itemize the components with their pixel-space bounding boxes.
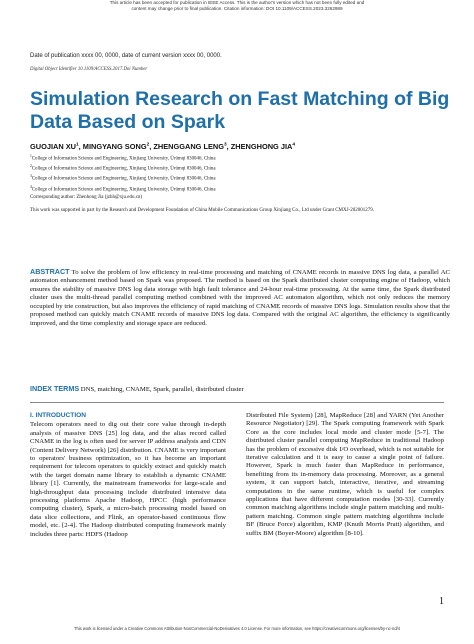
abstract-text: To solve the problem of low efficiency in real-time processing and matching of CNAME records in massive DNS log data, a parallel AC automaton enhancement method based on Spark was proposed. The method is based on the Spark distributed cluster computing engine of Hadoop, which ensures the stability of massive DNS log data storage with high fault tolerance and 24-hour real-time processing. At the same time, the Spark distributed cluster uses the multi-thread parallel computing method combined with the improved AC automaton algorithm, which not only reduces the memory occupied by trie construction, but also improves the efficiency of rapid matching of CNAME records of massive DNS logs. Simulation results show that the proposed method can quickly match CNAME records of massive DNS log data. Compared with the original AC algorithm, the efficiency is significantly improved, and the time complexity and storage space are reduced. (30, 269, 450, 327)
index-terms-text: DNS, matching, CNAME, Spark, parallel, distributed cluster (80, 386, 244, 393)
affiliation: $^1$College of Information Science and Engineering, Xinjiang University, Ürümqi 830046, China (30, 154, 216, 162)
author-sup: 2 (146, 142, 150, 148)
author-sup: 4 (292, 142, 296, 148)
funding-statement: This work was supported in part by the Research and Development Foundation of China Mobile Communications Group Xinjiang Co., Ltd under Grant CMXJ-202001279. (30, 208, 374, 213)
author-sup: 1 (76, 142, 79, 148)
intro-paragraph-left: Telecom operators need to dig out their core value through in-depth analysis of massive DNS [25] log data, and the alias record called CNAME in the log is often used for server IP address analysis and CDN (Content Delivery Network) [26] distribution. CNAME is very important to operators' business optimization, so it has become an important requirement for telecom operators to quickly extract and quickly match with the target domain name library to establish a dynamic CNAME library [1]. Currently, the mainstream frameworks for large-scale and high-throughput data processing include distributed intensive data processing platforms Apache Hadoop, HPCC (high performance computing cluster), Spark, a micro-batch processing model based on data slice collections, and Flink, an operator-based continuous flow model, etc. [2-4]. The Hadoop distributed computing framework mainly includes three parts: HDFS (Hadoop (30, 421, 226, 538)
abstract-heading: ABSTRACT (30, 267, 70, 276)
author-name: ZHENGGANG LENG (153, 142, 224, 151)
paper-title: Simulation Research on Fast Matching of Big Data Based on Spark (30, 88, 450, 133)
affiliation: $^3$College of Information Science and Engineering, Xinjiang University, Ürümqi 830046, China (30, 174, 216, 183)
abstract (30, 268, 450, 328)
license-footer: This work is licensed under a Creative Commons Attribution-NonCommercial-NoDerivatives 4.0 License. For more information, see https://creativecommons.org/licenses/by-nc-nd/4 (73, 626, 401, 631)
left-column (30, 412, 226, 539)
affiliation: $^4$College of Information Science and Engineering, Xinjiang University, Ürümqi 830046, China (30, 184, 216, 193)
affiliations (30, 153, 450, 194)
author-list: GUOJIAN $XU^1$, MINGYANG SONG$^2$, ZHENGGANG LENG$^3$, ZHENGHONG JIA$^4$ (30, 142, 296, 151)
acceptance-notice-line-2: content may change prior to final publication. Citation information: DOI 10.1109/ACCESS.2023.3262989 (131, 6, 343, 12)
index-terms-heading: INDEX TERMS (30, 384, 80, 393)
right-column (246, 412, 444, 538)
doi-line: Digital Object Identifier 10.1109/ACCESS.2017.Doi Number (30, 67, 148, 72)
section-heading: I. INTRODUCTION (30, 412, 87, 419)
acceptance-notice-line-1: This article has been accepted for publication in IEEE Access. This is the author's version which has not been fully edited and (109, 0, 365, 5)
author-sup: 3 (223, 142, 227, 148)
affiliation: $^2$College of Information Science and Engineering, Xinjiang University, Ürümqi 830046, China (30, 164, 216, 172)
publication-date: Date of publication xxxx 00, 0000, date of current version xxxx 00, 0000. (30, 53, 222, 59)
page-number: 1 (439, 596, 444, 607)
author-name: ZHENGHONG JIA (230, 142, 293, 151)
author-name: GUOJIAN XU (30, 142, 76, 151)
acceptance-notice (0, 0, 474, 13)
index-terms (30, 384, 450, 393)
intro-paragraph-right: Distributed File System) [28], MapReduce [28] and YARN (Yet Another Resource Negotiator) [29]. The Spark computing framework with Spark Core as the core includes local mode and cluster mode [5-7]. The distributed cluster parallel computing MapReduce in traditional Hadoop has the problem of excessive disk I/O overhead, which is not suitable for iterative calculation and it is easy to cause a single point of failure. However, Spark is much faster than MapReduce in performance, benefiting from its in-memory data processing. Moreover, as a general system, it can support batch, interactive, iterative, and streaming computations in the same runtime, which is useful for complex applications that have different computation modes [30-33]. Currently common matching algorithms include single pattern matching and multi-pattern matching. Common single pattern matching algorithms include BF (Bruce Force) algorithm, KMP (Knuth Morris Pratt) algorithm, and suffix BM (Boyer-Moore) algorithm [8-10]. (246, 412, 444, 537)
author-name: MINGYANG SONG (82, 142, 147, 151)
corresponding-author: Corresponding author: Zhenhong Jia (jzhh@xju.edu.cn) (30, 195, 143, 200)
section-divider (30, 402, 444, 403)
